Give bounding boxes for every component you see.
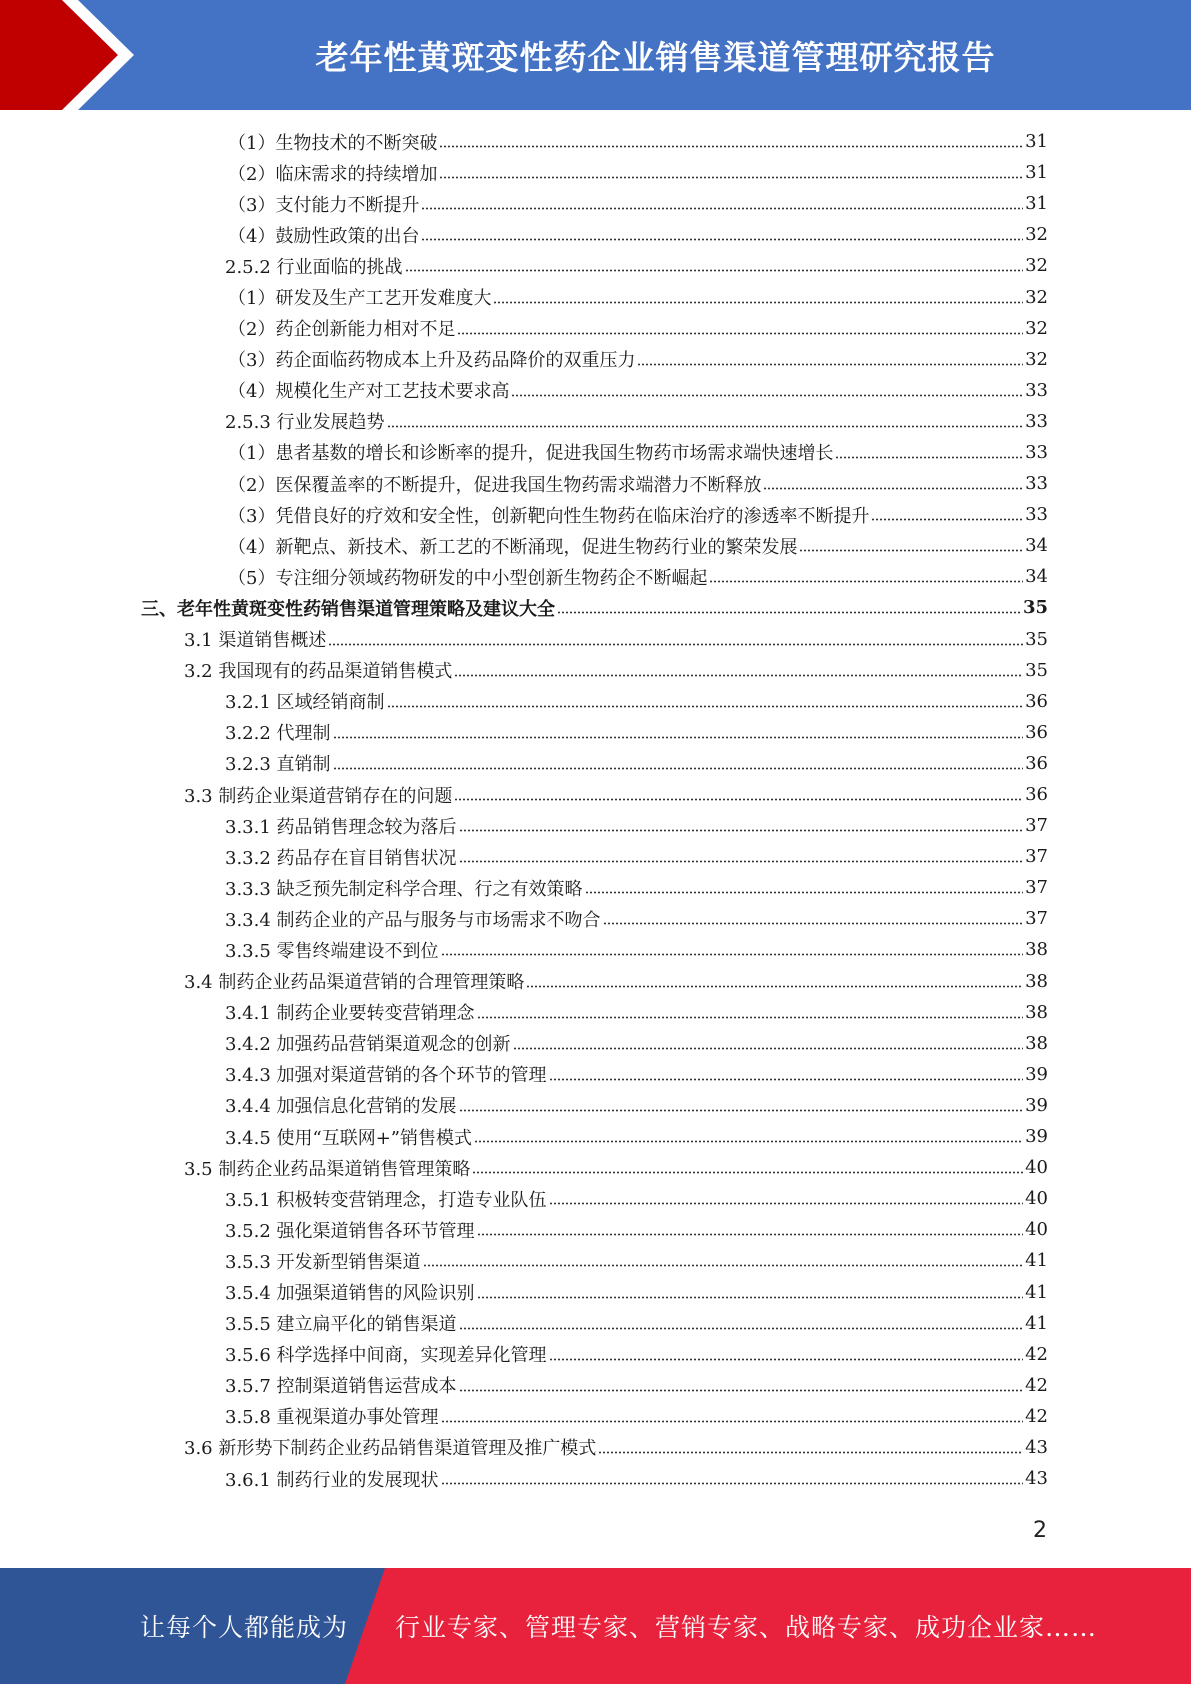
toc-entry[interactable]: [0, 1339, 1191, 1370]
toc-entry-title: 3.4 制药企业药品渠道营销的合理管理策略: [184, 972, 525, 994]
toc-entry-title: （1）研发及生产工艺开发难度大: [228, 288, 492, 310]
toc-entry-page: 33: [1025, 504, 1048, 526]
toc-entry-title: 3.3.3 缺乏预先制定科学合理、行之有效策略: [225, 878, 583, 900]
toc-dot-leader: [459, 1327, 1024, 1330]
toc-dot-leader: [387, 425, 1024, 428]
toc-dot-leader: [459, 860, 1024, 863]
toc-entry-page: 40: [1025, 1188, 1048, 1210]
toc-entry-page: 32: [1025, 224, 1048, 246]
toc-entry-title: （3）药企面临药物成本上升及药品降价的双重压力: [228, 350, 636, 372]
toc-entry[interactable]: [0, 810, 1191, 841]
toc-entry[interactable]: [0, 375, 1191, 406]
toc-entry-page: 36: [1025, 721, 1048, 743]
toc-entry-page: 35: [1025, 628, 1048, 650]
toc-entry-page: 31: [1025, 131, 1048, 153]
toc-entry[interactable]: [0, 437, 1191, 468]
toc-entry[interactable]: [0, 841, 1191, 872]
toc-entry-page: 33: [1025, 441, 1048, 463]
toc-entry-title: （1）生物技术的不断突破: [228, 132, 438, 154]
toc-dot-leader: [511, 394, 1023, 397]
toc-entry-title: 3.5.3 开发新型销售渠道: [225, 1251, 421, 1273]
toc-entry[interactable]: [0, 624, 1191, 655]
toc-entry-title: 3.3.4 制药企业的产品与服务与市场需求不吻合: [225, 909, 601, 931]
toc-entry-title: 3.5.1 积极转变营销理念，打造专业队伍: [225, 1189, 547, 1211]
toc-dot-leader: [439, 145, 1023, 148]
toc-dot-leader: [454, 674, 1023, 677]
toc-entry[interactable]: [0, 468, 1191, 499]
toc-entry-page: 31: [1025, 193, 1048, 215]
toc-entry-page: 37: [1025, 908, 1048, 930]
toc-entry-page: 36: [1025, 784, 1048, 806]
toc-entry-title: 三、老年性黄斑变性药销售渠道管理策略及建议大全: [141, 598, 555, 620]
toc-entry-title: （4）规模化生产对工艺技术要求高: [228, 381, 510, 403]
toc-dot-leader: [603, 922, 1024, 925]
toc-entry-title: 3.5.5 建立扁平化的销售渠道: [225, 1314, 457, 1336]
toc-entry-title: 3.3.5 零售终端建设不到位: [225, 940, 439, 962]
toc-dot-leader: [835, 456, 1023, 459]
toc-entry-page: 36: [1025, 690, 1048, 712]
toc-entry[interactable]: [0, 561, 1191, 592]
toc-entry[interactable]: [0, 1028, 1191, 1059]
toc-entry-title: 3.2.3 直销制: [225, 754, 331, 776]
toc-dot-leader: [637, 363, 1023, 366]
toc-entry-page: 41: [1025, 1250, 1048, 1272]
page-number: 2: [1033, 1518, 1047, 1543]
toc-entry[interactable]: [0, 219, 1191, 250]
toc-entry-page: 41: [1025, 1312, 1048, 1334]
toc-entry-title: 3.2 我国现有的药品渠道销售模式: [184, 661, 453, 683]
toc-entry-title: 3.5.2 强化渠道销售各环节管理: [225, 1220, 475, 1242]
table-of-contents: [0, 126, 1191, 1494]
toc-entry-title: 3.4.3 加强对渠道营销的各个环节的管理: [225, 1065, 547, 1087]
toc-entry[interactable]: [0, 1276, 1191, 1307]
toc-entry-page: 32: [1025, 255, 1048, 277]
toc-entry-title: 3.4.5 使用“互联网+”销售模式: [225, 1127, 473, 1149]
toc-entry[interactable]: [0, 748, 1191, 779]
toc-entry-title: 3.1 渠道销售概述: [184, 630, 327, 652]
toc-entry-page: 39: [1025, 1094, 1048, 1116]
toc-dot-leader: [457, 332, 1023, 335]
toc-dot-leader: [472, 1171, 1023, 1174]
toc-dot-leader: [549, 1078, 1024, 1081]
toc-entry-page: 35: [1025, 659, 1048, 681]
toc-dot-leader: [459, 1109, 1024, 1112]
toc-dot-leader: [405, 269, 1024, 272]
toc-entry-title: 3.2.2 代理制: [225, 723, 331, 745]
toc-entry-page: 43: [1025, 1436, 1048, 1458]
toc-entry[interactable]: [0, 1245, 1191, 1276]
toc-entry[interactable]: [0, 1090, 1191, 1121]
toc-entry-title: （4）鼓励性政策的出台: [228, 225, 420, 247]
header-chevron-decoration: [0, 0, 150, 110]
toc-entry-title: （1）患者基数的增长和诊断率的提升，促进我国生物药市场需求端快速增长: [228, 443, 834, 465]
toc-entry-title: 3.6.1 制药行业的发展现状: [225, 1469, 439, 1491]
toc-entry-page: 40: [1025, 1157, 1048, 1179]
toc-entry-page: 39: [1025, 1063, 1048, 1085]
toc-entry[interactable]: [0, 344, 1191, 375]
toc-entry-page: 42: [1025, 1343, 1048, 1365]
toc-dot-leader: [549, 1202, 1024, 1205]
toc-entry-page: 34: [1025, 535, 1048, 557]
toc-entry-title: 2.5.2 行业面临的挑战: [225, 256, 403, 278]
toc-entry[interactable]: [0, 686, 1191, 717]
toc-entry[interactable]: [0, 717, 1191, 748]
toc-dot-leader: [709, 580, 1023, 583]
toc-dot-leader: [763, 487, 1023, 490]
toc-dot-leader: [441, 953, 1024, 956]
toc-entry[interactable]: [0, 406, 1191, 437]
toc-dot-leader: [421, 238, 1023, 241]
toc-entry[interactable]: [0, 126, 1191, 157]
toc-dot-leader: [477, 1296, 1024, 1299]
toc-dot-leader: [328, 643, 1023, 646]
toc-entry[interactable]: [0, 1214, 1191, 1245]
toc-entry-title: 3.5 制药企业药品渠道销售管理策略: [184, 1158, 471, 1180]
toc-dot-leader: [423, 1264, 1024, 1267]
toc-dot-leader: [333, 736, 1024, 739]
toc-entry[interactable]: [0, 1308, 1191, 1339]
toc-entry[interactable]: [0, 655, 1191, 686]
toc-entry[interactable]: [0, 1152, 1191, 1183]
toc-entry-title: 3.3 制药企业渠道营销存在的问题: [184, 785, 453, 807]
toc-entry-title: 3.4.2 加强药品营销渠道观念的创新: [225, 1034, 511, 1056]
toc-entry-title: 3.3.1 药品销售理念较为落后: [225, 816, 457, 838]
toc-entry-page: 32: [1025, 286, 1048, 308]
toc-dot-leader: [598, 1451, 1023, 1454]
toc-dot-leader: [439, 176, 1023, 179]
toc-entry[interactable]: [0, 281, 1191, 312]
report-title: 老年性黄斑变性药企业销售渠道管理研究报告: [315, 37, 996, 77]
toc-entry-title: 2.5.3 行业发展趋势: [225, 412, 385, 434]
toc-entry-page: 39: [1025, 1126, 1048, 1148]
toc-entry-title: （3）凭借良好的疗效和安全性，创新靶向性生物药在临床治疗的渗透率不断提升: [228, 505, 870, 527]
toc-entry-page: 42: [1025, 1405, 1048, 1427]
toc-entry[interactable]: [0, 934, 1191, 965]
toc-dot-leader: [585, 891, 1024, 894]
toc-entry[interactable]: [0, 903, 1191, 934]
toc-entry-title: 3.5.7 控制渠道销售运营成本: [225, 1376, 457, 1398]
toc-entry[interactable]: [0, 1059, 1191, 1090]
toc-entry-page: 31: [1025, 162, 1048, 184]
toc-entry-title: （2）临床需求的持续增加: [228, 163, 438, 185]
toc-dot-leader: [493, 301, 1023, 304]
toc-entry[interactable]: [0, 592, 1191, 623]
toc-dot-leader: [459, 1389, 1024, 1392]
toc-dot-leader: [421, 207, 1023, 210]
toc-entry-page: 37: [1025, 815, 1048, 837]
toc-entry-title: （3）支付能力不断提升: [228, 194, 420, 216]
toc-entry-title: 3.2.1 区域经销商制: [225, 692, 385, 714]
toc-entry[interactable]: [0, 1463, 1191, 1494]
toc-dot-leader: [526, 985, 1023, 988]
toc-entry-page: 33: [1025, 473, 1048, 495]
toc-entry-page: 32: [1025, 317, 1048, 339]
toc-entry-title: （2）医保覆盖率的不断提升，促进我国生物药需求端潜力不断释放: [228, 474, 762, 496]
toc-entry-page: 34: [1025, 566, 1048, 588]
toc-entry-title: 3.5.8 重视渠道办事处管理: [225, 1407, 439, 1429]
toc-entry-page: 42: [1025, 1374, 1048, 1396]
toc-entry-title: 3.6 新形势下制药企业药品销售渠道管理及推广模式: [184, 1438, 597, 1460]
toc-entry-title: 3.3.2 药品存在盲目销售状况: [225, 847, 457, 869]
toc-entry-title: 3.5.4 加强渠道销售的风险识别: [225, 1283, 475, 1305]
toc-entry[interactable]: [0, 1370, 1191, 1401]
toc-dot-leader: [513, 1047, 1024, 1050]
toc-entry[interactable]: [0, 250, 1191, 281]
toc-dot-leader: [557, 611, 1021, 614]
toc-dot-leader: [441, 1482, 1024, 1485]
toc-entry-page: 33: [1025, 379, 1048, 401]
toc-entry-page: 35: [1022, 597, 1048, 619]
toc-entry-page: 38: [1025, 970, 1048, 992]
toc-dot-leader: [387, 705, 1024, 708]
toc-entry-page: 43: [1025, 1468, 1048, 1490]
toc-entry-title: 3.4.4 加强信息化营销的发展: [225, 1096, 457, 1118]
toc-dot-leader: [799, 549, 1023, 552]
toc-dot-leader: [549, 1358, 1024, 1361]
toc-entry[interactable]: [0, 157, 1191, 188]
toc-entry[interactable]: [0, 499, 1191, 530]
toc-entry-page: 37: [1025, 846, 1048, 868]
toc-dot-leader: [871, 518, 1023, 521]
toc-entry-page: 38: [1025, 1001, 1048, 1023]
toc-dot-leader: [474, 1140, 1023, 1143]
toc-entry[interactable]: [0, 966, 1191, 997]
page-footer: [0, 1568, 1191, 1684]
toc-entry[interactable]: [0, 188, 1191, 219]
toc-entry-page: 32: [1025, 348, 1048, 370]
toc-entry[interactable]: [0, 313, 1191, 344]
toc-dot-leader: [477, 1233, 1024, 1236]
toc-entry-page: 41: [1025, 1281, 1048, 1303]
toc-entry[interactable]: [0, 1401, 1191, 1432]
toc-entry-title: 3.5.6 科学选择中间商，实现差异化管理: [225, 1345, 547, 1367]
toc-entry[interactable]: [0, 1121, 1191, 1152]
toc-entry[interactable]: [0, 1183, 1191, 1214]
toc-entry-title: （2）药企创新能力相对不足: [228, 319, 456, 341]
toc-entry-page: 37: [1025, 877, 1048, 899]
toc-dot-leader: [459, 829, 1024, 832]
toc-entry-page: 40: [1025, 1219, 1048, 1241]
toc-entry-page: 38: [1025, 939, 1048, 961]
footer-slogan-right: 行业专家、管理专家、营销专家、战略专家、成功企业家……: [395, 1613, 1098, 1642]
toc-entry[interactable]: [0, 997, 1191, 1028]
toc-dot-leader: [454, 798, 1023, 801]
toc-entry[interactable]: [0, 1432, 1191, 1463]
toc-entry-page: 36: [1025, 752, 1048, 774]
toc-dot-leader: [333, 767, 1024, 770]
toc-dot-leader: [477, 1016, 1024, 1019]
toc-entry[interactable]: [0, 779, 1191, 810]
page-header: [0, 0, 1191, 110]
toc-entry[interactable]: [0, 872, 1191, 903]
toc-entry-page: 38: [1025, 1032, 1048, 1054]
toc-entry-title: （4）新靶点、新技术、新工艺的不断涌现，促进生物药行业的繁荣发展: [228, 536, 798, 558]
footer-slogan-left: 让每个人都能成为: [140, 1613, 349, 1642]
toc-entry-title: 3.4.1 制药企业要转变营销理念: [225, 1003, 475, 1025]
toc-entry-page: 33: [1025, 410, 1048, 432]
toc-entry-title: （5）专注细分领域药物研发的中小型创新生物药企不断崛起: [228, 567, 708, 589]
toc-entry[interactable]: [0, 530, 1191, 561]
toc-dot-leader: [441, 1420, 1024, 1423]
